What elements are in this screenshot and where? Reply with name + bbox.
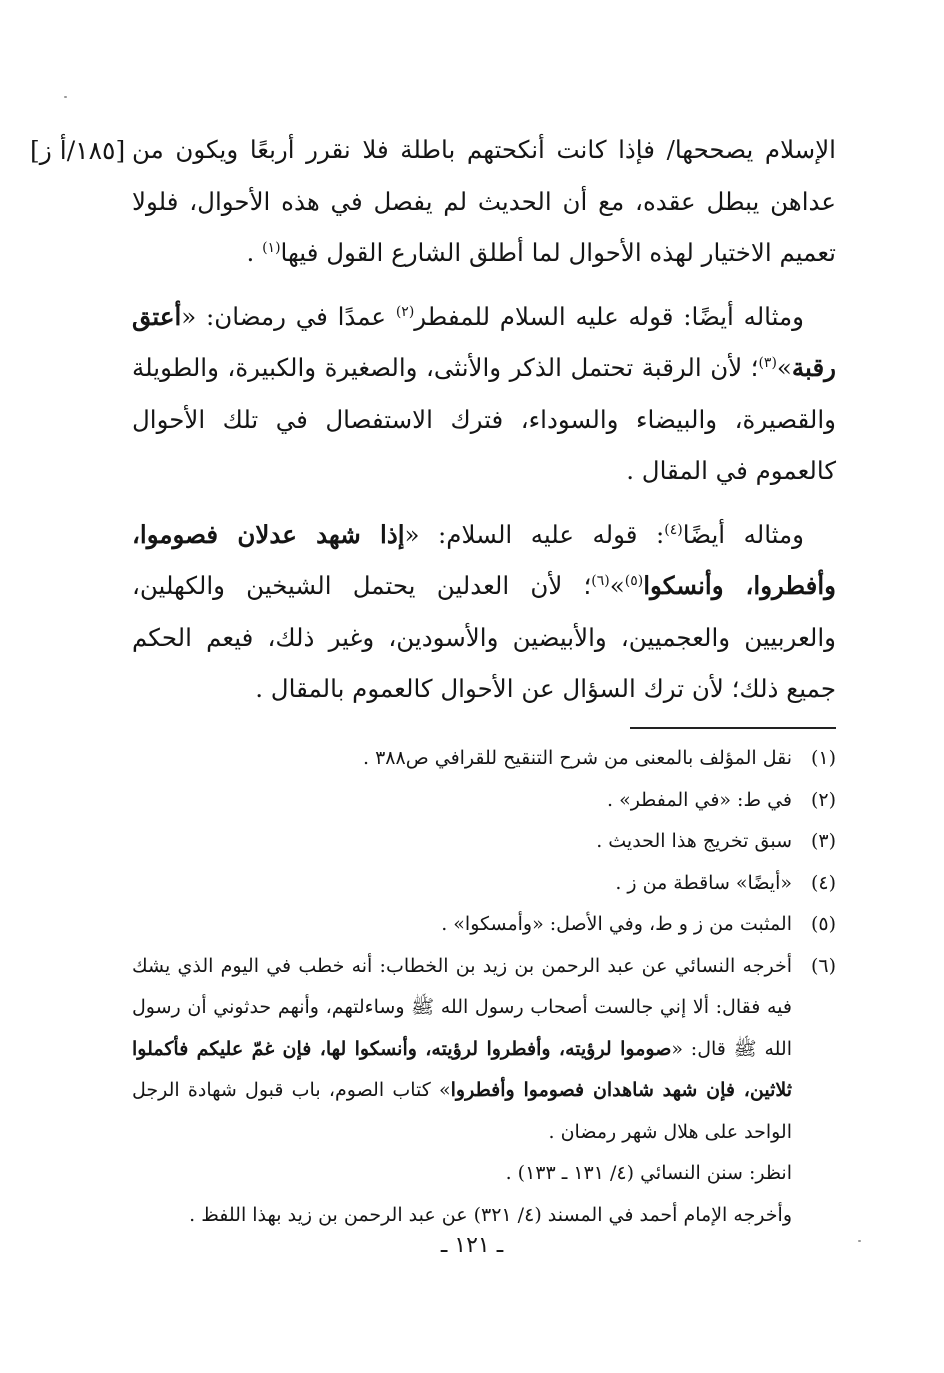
footnote-number: (٤)	[810, 871, 836, 894]
manuscript-folio-reference: [١٨٥/أ ز]	[30, 136, 126, 165]
footnote-2	[132, 780, 836, 822]
hadith-quote-2: إذا شهد عدلان فصوموا، وأفطروا، وأنسكوا	[132, 519, 836, 600]
footnote-separator	[630, 727, 836, 729]
footnote-1	[132, 738, 836, 780]
paragraph-2-text-a: ومثاله أيضًا: قوله عليه السلام للمفطر	[414, 301, 804, 331]
paragraph-2	[132, 291, 836, 497]
footnote-6-text-a: أخرجه النسائي عن عبد الرحمن بن زيد بن الخطاب: أنه خطب في اليوم الذي يشك فيه فقال: ألا إني جالست أصحاب رسول الله ﷺ وساءلتهم، وأنهم حدثوني أن رسول الله ﷺ قال: «	[132, 954, 792, 1060]
footnote-number: (٥)	[810, 913, 836, 935]
footnote-number: (٢)	[810, 788, 836, 811]
footnote-6	[132, 946, 836, 1237]
quote-close: »	[776, 353, 792, 382]
footnote-text	[132, 946, 792, 1237]
paragraph-1-line-1: الإسلام يصححها/ فإذا كانت أنكحتهم باطلة فلا نقرر أربعًا ويكون من	[132, 135, 836, 164]
footnote-ref-5: (٥)	[624, 572, 644, 589]
footnote-ref-3: (٣)	[758, 354, 777, 371]
footnote-6-see-also: انظر: سنن النسائي (٤/ ١٣١ ـ ١٣٣) .	[505, 1162, 792, 1184]
footnote-4	[132, 863, 836, 905]
footnote-ref-6: (٦)	[591, 572, 610, 589]
footnote-5	[132, 904, 836, 946]
scan-speck	[64, 96, 67, 98]
paragraph-3-text-d: ؛ لأن العدلين يحتمل الشيخين والكهلين، والعربيين والعجميين، والأبيضين والأسودين، وغير ذلك، فيعم الحكم جميع ذلك؛ لأن ترك السؤال عن الأحوال كالعموم بالمقال .	[132, 571, 836, 703]
paragraph-1-end: .	[246, 238, 263, 267]
footnote-text: المثبت من ز و ط، وفي الأصل: «وأمسكوا» .	[441, 913, 792, 935]
paragraph-1	[132, 124, 836, 279]
hadith-quote-1: أعتق رقبة	[132, 301, 836, 382]
footnote-text: «أيضًا» ساقطة من ز .	[615, 871, 792, 894]
footnote-text: سبق تخريج هذا الحديث .	[596, 830, 792, 852]
footnote-6-ahmad-reference: وأخرجه الإمام أحمد في المسند (٤/ ٣٢١) عن عبد الرحمن بن زيد بهذا اللفظ .	[189, 1203, 792, 1226]
footnote-ref-2: (٢)	[395, 303, 415, 320]
footnote-number: (١)	[810, 747, 836, 769]
footnote-ref-1: (١)	[262, 239, 281, 256]
paragraph-3	[132, 509, 836, 715]
paragraph-3-text-a: ومثاله أيضًا	[682, 519, 804, 549]
page-number: ـ ١٢١ ـ	[440, 1233, 504, 1258]
footnote-ref-4: (٤)	[664, 521, 683, 538]
footnote-6-hadith-quote: صوموا لرؤيته، وأفطروا لرؤيته، وأنسكوا لها، فإن غمّ عليكم فأكملوا ثلاثين، فإن شهد شاهدان فصوموا وأفطروا	[132, 1037, 792, 1101]
quote-close: »	[609, 571, 625, 600]
footnote-number: (٣)	[810, 830, 836, 852]
main-text	[132, 124, 836, 715]
footnote-text: في ط: «في المفطر» .	[607, 788, 792, 811]
paragraph-2-text-d: ؛ لأن الرقبة تحتمل الذكر والأنثى، والصغيرة والكبيرة، والطويلة والقصيرة، والبيضاء والسوداء، فترك الاستفصال في تلك الأحوال كالعموم في المقال .	[132, 353, 836, 485]
paragraph-3-text-b: : قوله عليه السلام: «	[404, 519, 665, 549]
footnote-6-text-b: » كتاب الصوم، باب قبول شهادة الرجل الواحد على هلال شهر رمضان .	[132, 1079, 792, 1143]
footnote-3	[132, 821, 836, 863]
paragraph-1-line-3: الاختيار لهذه الأحوال لما أطلق الشارع القول فيها	[280, 238, 772, 267]
footnote-number: (٦)	[810, 954, 836, 977]
footnote-text: نقل المؤلف بالمعنى من شرح التنقيح للقرافي ص٣٨٨ .	[363, 747, 792, 769]
paragraph-2-text-b: عمدًا في رمضان: «	[181, 301, 396, 331]
footnotes	[132, 738, 836, 1236]
paragraph-1-line-2: عداهن يبطل عقده، مع أن الحديث لم يفصل في هذه الأحوال، فلولا تعميم	[132, 186, 836, 267]
